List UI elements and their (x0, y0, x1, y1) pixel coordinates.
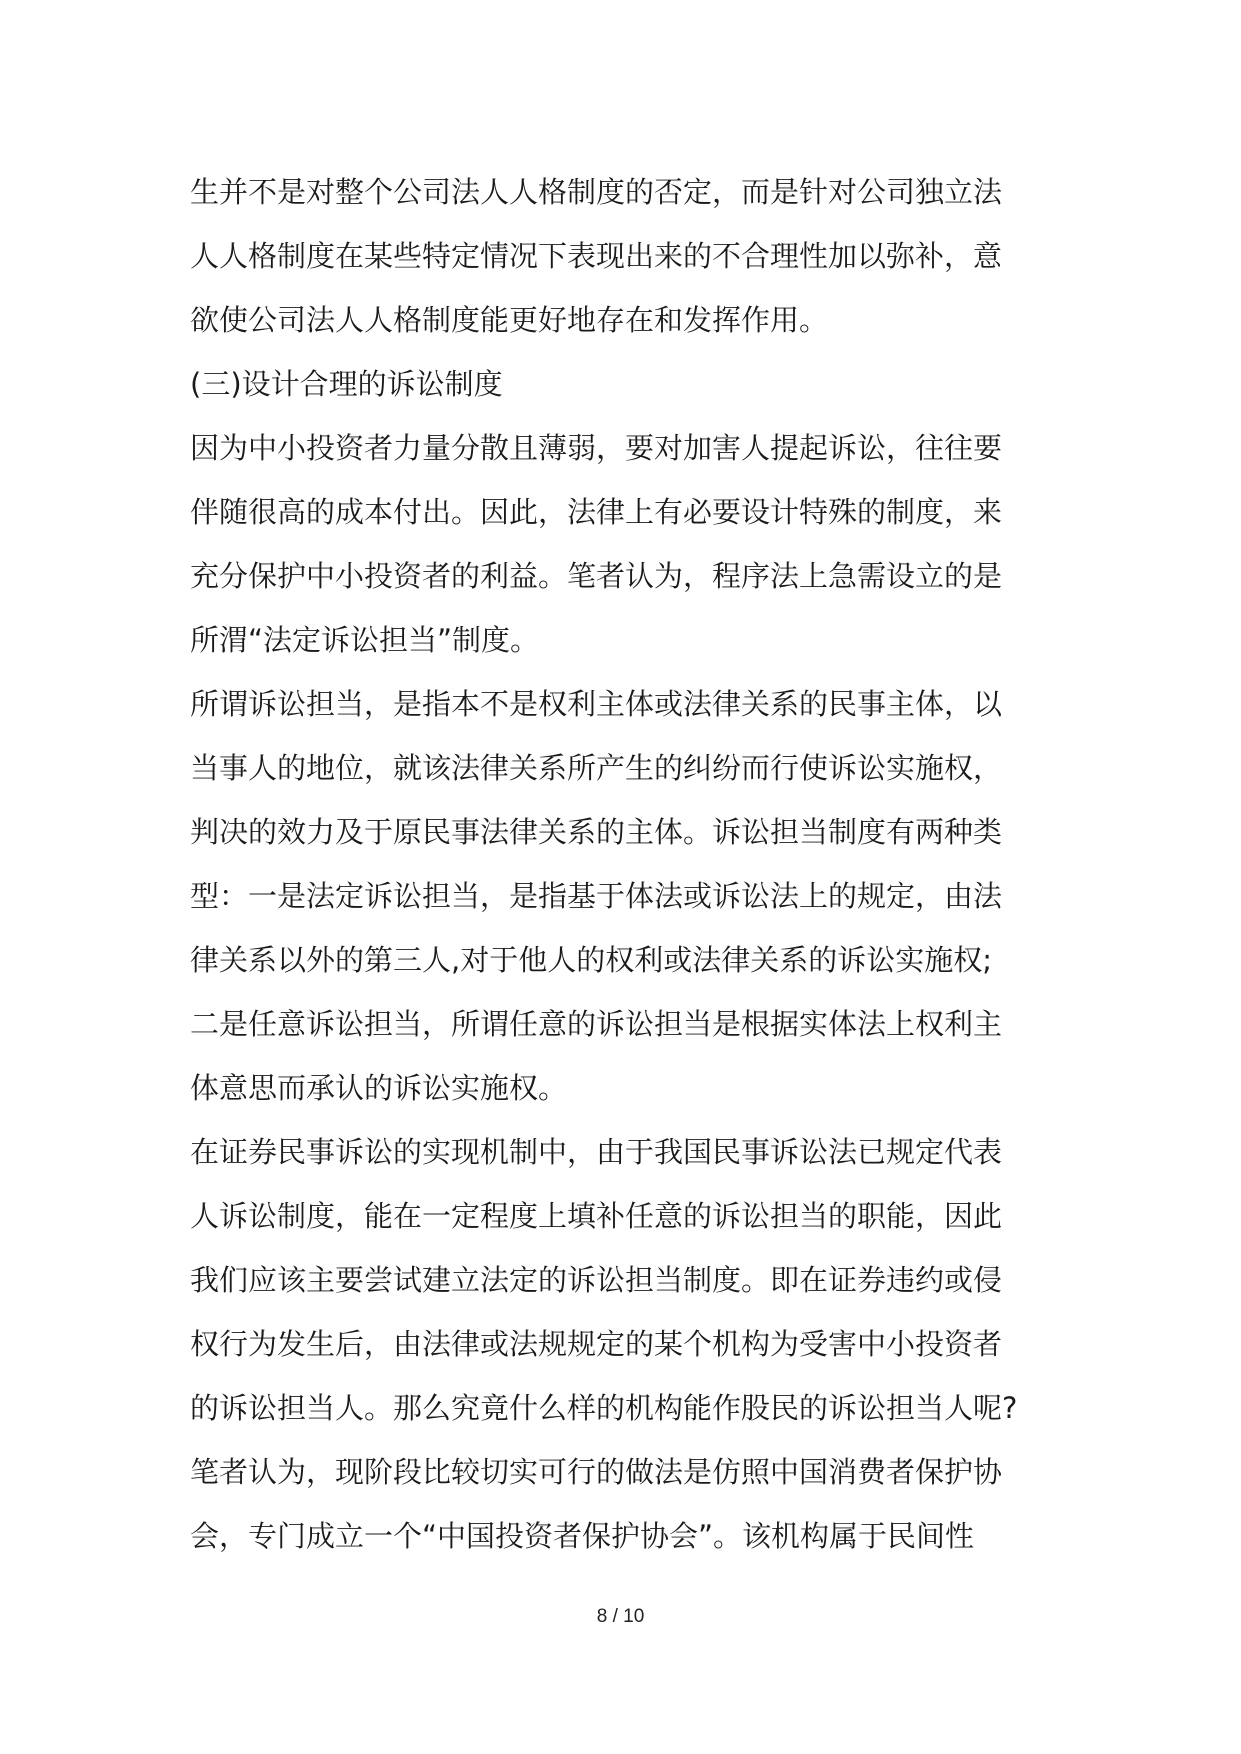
text-line: 体意思而承认的诉讼实施权。 (190, 1071, 568, 1105)
text-line: 的诉讼担当人。那么究竟什么样的机构能作股民的诉讼担当人呢? (190, 1391, 1018, 1425)
text-line: 因为中小投资者力量分散且薄弱，要对加害人提起诉讼，往往要 (190, 431, 1003, 465)
section-heading: (三)设计合理的诉讼制度 (190, 367, 503, 401)
text-line: 所谓诉讼担当，是指本不是权利主体或法律关系的民事主体，以 (190, 687, 1003, 721)
text-line: 型：一是法定诉讼担当，是指基于体法或诉讼法上的规定，由法 (190, 879, 1003, 913)
text-line: 律关系以外的第三人,对于他人的权利或法律关系的诉讼实施权; (190, 943, 992, 977)
document-body (190, 160, 1070, 1568)
text-line: 二是任意诉讼担当，所谓任意的诉讼担当是根据实体法上权利主 (190, 1007, 1003, 1041)
page-number: 8 / 10 (596, 1606, 645, 1627)
text-line: 生并不是对整个公司法人人格制度的否定，而是针对公司独立法 (190, 175, 1003, 209)
text-line: 当事人的地位，就该法律关系所产生的纠纷而行使诉讼实施权， (190, 751, 1003, 785)
text-line: 人人格制度在某些特定情况下表现出来的不合理性加以弥补，意 (190, 239, 1003, 273)
text-line: 会，专门成立一个“中国投资者保护协会”。该机构属于民间性 (190, 1519, 975, 1553)
text-line: 我们应该主要尝试建立法定的诉讼担当制度。即在证券违约或侵 (190, 1263, 1003, 1297)
text-line: 人诉讼制度，能在一定程度上填补任意的诉讼担当的职能，因此 (190, 1199, 1003, 1233)
text-line: 欲使公司法人人格制度能更好地存在和发挥作用。 (190, 303, 829, 337)
text-line: 权行为发生后，由法律或法规规定的某个机构为受害中小投资者 (190, 1327, 1003, 1361)
text-line: 所渭“法定诉讼担当”制度。 (190, 623, 540, 657)
text-line: 伴随很高的成本付出。因此，法律上有必要设计特殊的制度，来 (190, 495, 1003, 529)
text-line: 在证券民事诉讼的实现机制中，由于我国民事诉讼法已规定代表 (190, 1135, 1003, 1169)
text-line: 充分保护中小投资者的利益。笔者认为，程序法上急需设立的是 (190, 559, 1003, 593)
text-line: 笔者认为，现阶段比较切实可行的做法是仿照中国消费者保护协 (190, 1455, 1003, 1489)
text-line: 判决的效力及于原民事法律关系的主体。诉讼担当制度有两种类 (190, 815, 1003, 849)
